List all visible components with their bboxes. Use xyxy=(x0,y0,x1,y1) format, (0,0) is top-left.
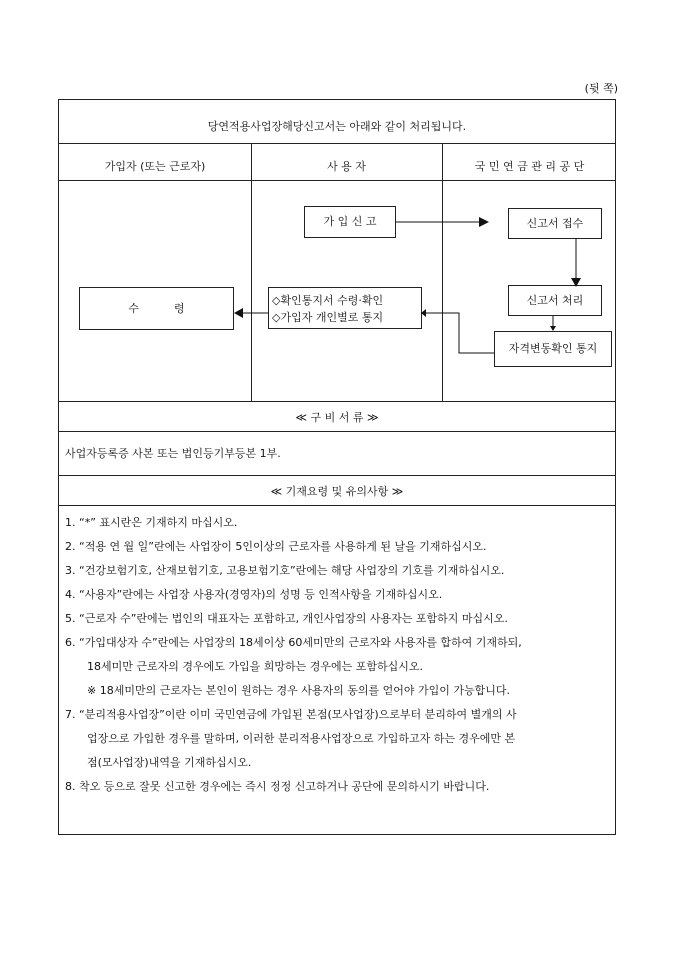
employer-action-line1: ◇확인통지서 수령·확인 xyxy=(272,294,384,307)
arrow-notice-to-employer xyxy=(426,313,494,353)
receipt-label: 신고서 접수 xyxy=(526,217,584,230)
flow-arrows xyxy=(59,100,617,400)
note-item: 2. “적용 연 월 일”란에는 사업장이 5인이상의 근로자를 사용하게 된 날을 기재하십시오. xyxy=(65,540,487,553)
note-item: 8. 착오 등으로 잘못 신고한 경우에는 즉시 정정 신고하거나 공단에 문의하시기 바랍니다. xyxy=(65,780,490,793)
note-item: 7. “분리적용사업장”이란 이미 국민연금에 가입된 본점(모사업장)으로부터 분리하여 별개의 사 xyxy=(65,708,517,721)
note-item-continued: 점(모사업장)내역을 기재하십시오. xyxy=(87,756,252,769)
divider xyxy=(59,475,615,476)
note-item-continued: 업장으로 가입한 경우를 말하며, 이러한 분리적용사업장으로 가입하고자 하는 경우에만 본 xyxy=(87,732,516,745)
divider xyxy=(59,431,615,432)
note-item: 1. “*” 표시란은 기재하지 마십시오. xyxy=(65,516,238,529)
employer-action-line2: ◇가입자 개인별로 통지 xyxy=(272,311,384,324)
column-header-employer: 사 용 자 xyxy=(327,160,366,173)
column-header-nps: 국 민 연 금 관 리 공 단 xyxy=(474,160,585,173)
join-report-label: 가 입 신 고 xyxy=(323,215,377,228)
status-notice-label: 자격변동확인 통지 xyxy=(508,342,598,355)
divider xyxy=(59,401,615,402)
receive-label: 수 령 xyxy=(128,302,185,315)
divider xyxy=(59,505,615,506)
note-item: 3. “건강보험기호, 산재보험기호, 고용보험기호”란에는 해당 사업장의 기호를 기재하십시오. xyxy=(65,564,505,577)
docs-header: ≪ 구 비 서 류 ≫ xyxy=(295,411,379,424)
note-item-remark: ※ 18세미만의 근로자는 본인이 원하는 경우 사용자의 동의를 얻어야 가입이 가능합니다. xyxy=(87,684,510,697)
page-side-label: (뒷 쪽) xyxy=(584,82,618,95)
note-item: 6. “가입대상자 수”란에는 사업장의 18세이상 60세미만의 근로자와 사용자를 합하여 기재하되, xyxy=(65,636,522,649)
notes-header: ≪ 기재요령 및 유의사항 ≫ xyxy=(270,485,404,498)
notes-list xyxy=(65,511,613,799)
note-item: 5. “근로자 수”란에는 법인의 대표자는 포함하고, 개인사업장의 사용자는 포함하지 마십시오. xyxy=(65,612,508,625)
note-item-continued: 18세미만 근로자의 경우에도 가입을 희망하는 경우에는 포함하십시오. xyxy=(87,660,423,673)
processing-label: 신고서 처리 xyxy=(526,294,584,307)
docs-content: 사업자등록증 사본 또는 법인등기부등본 1부. xyxy=(65,447,281,460)
note-item: 4. “사용자”란에는 사업장 사용자(경영자)의 성명 등 인적사항을 기재하십시오. xyxy=(65,588,443,601)
process-form xyxy=(58,99,616,835)
form-title: 당연적용사업장해당신고서는 아래와 같이 처리됩니다. xyxy=(207,120,467,133)
column-header-applicant: 가입자 (또는 근로자) xyxy=(104,160,206,173)
